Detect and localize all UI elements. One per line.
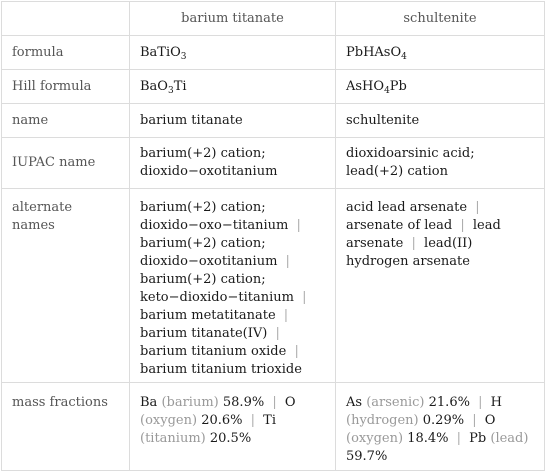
formula-barium-titanate: BaTiO$_3$ [130,36,336,70]
row-label-alternate-names: alternate names [2,189,130,383]
alternate-name: barium metatitanate [140,308,276,323]
mass-fractions-schultenite [336,383,545,471]
element-name: (barium) [161,395,219,410]
element-symbol: As [346,395,363,410]
separator: | [281,254,290,269]
separator: | [468,413,481,428]
alternate-name: acid lead arsenate [346,200,468,215]
separator: | [290,344,299,359]
alternate-names-schultenite [336,189,545,383]
alternate-name: barium titanium trioxide [140,362,302,377]
table-row [2,383,545,471]
separator: | [452,431,466,446]
alternate-name: barium titanate(IV) [140,326,268,341]
mass-fraction-entry [140,395,264,410]
element-name: (oxygen) [140,413,198,428]
iupac-schultenite: dioxidoarsinic acid; lead(+2) cation [336,138,545,189]
element-symbol: H [490,395,502,410]
alternate-name: lead arsenate [346,218,501,251]
element-name: (titanium) [140,431,206,446]
row-label-formula: formula [2,36,130,70]
separator: | [246,413,260,428]
element-symbol: Ba [140,395,158,410]
header-schultenite: schultenite [336,2,545,36]
mass-fraction-entry [346,395,470,410]
separator: | [279,308,289,323]
row-label-hill-formula: Hill formula [2,70,130,104]
table-row [2,36,545,70]
alternate-name: barium(+2) cation; keto−dioxido−titanium [140,272,294,305]
separator: | [456,218,469,233]
table-row [2,189,545,383]
header-empty-cell [2,2,130,36]
element-symbol: O [284,395,296,410]
mass-percent: 0.29% [422,413,465,428]
mass-fractions-barium-titanate [130,383,336,471]
hill-formula-barium-titanate: BaO$_3$Ti [130,70,336,104]
alternate-name: barium titanium oxide [140,344,287,359]
header-barium-titanate: barium titanate [130,2,336,36]
alternate-name: barium(+2) cation; dioxido−oxo−titanium [140,200,289,233]
name-schultenite: schultenite [336,104,545,138]
separator: | [471,200,480,215]
separator: | [292,218,301,233]
alternate-name: lead(II) hydrogen arsenate [346,236,473,269]
table-row [2,70,545,104]
element-symbol: Ti [263,413,276,428]
mass-percent: 20.5% [209,431,252,446]
name-barium-titanate: barium titanate [130,104,336,138]
formula-schultenite: PbHAsO$_4$ [336,36,545,70]
mass-percent: 21.6% [428,395,470,410]
separator: | [297,290,307,305]
alternate-name: arsenate of lead [346,218,453,233]
alternate-names-barium-titanate [130,189,336,383]
row-label-mass-fractions: mass fractions [2,383,130,471]
separator: | [407,236,421,251]
table-row [2,104,545,138]
table-row [2,138,545,189]
separator: | [473,395,487,410]
hill-formula-schultenite: AsHO$_4$Pb [336,70,545,104]
element-symbol: O [484,413,496,428]
separator: | [268,395,281,410]
row-label-name: name [2,104,130,138]
row-label-iupac-name: IUPAC name [2,138,130,189]
element-name: (hydrogen) [346,413,419,428]
separator: | [271,326,280,341]
element-name: (oxygen) [346,431,404,446]
iupac-barium-titanate: barium(+2) cation; dioxido−oxotitanium [130,138,336,189]
mass-percent: 18.4% [407,431,449,446]
mass-percent: 58.9% [222,395,265,410]
element-symbol: Pb [469,431,487,446]
header-row [2,2,545,36]
mass-percent: 20.6% [201,413,243,428]
alternate-name: barium(+2) cation; dioxido−oxotitanium [140,236,278,269]
comparison-table [1,1,545,471]
mass-percent: 59.7% [346,449,388,464]
element-name: (arsenic) [366,395,425,410]
element-name: (lead) [490,431,529,446]
